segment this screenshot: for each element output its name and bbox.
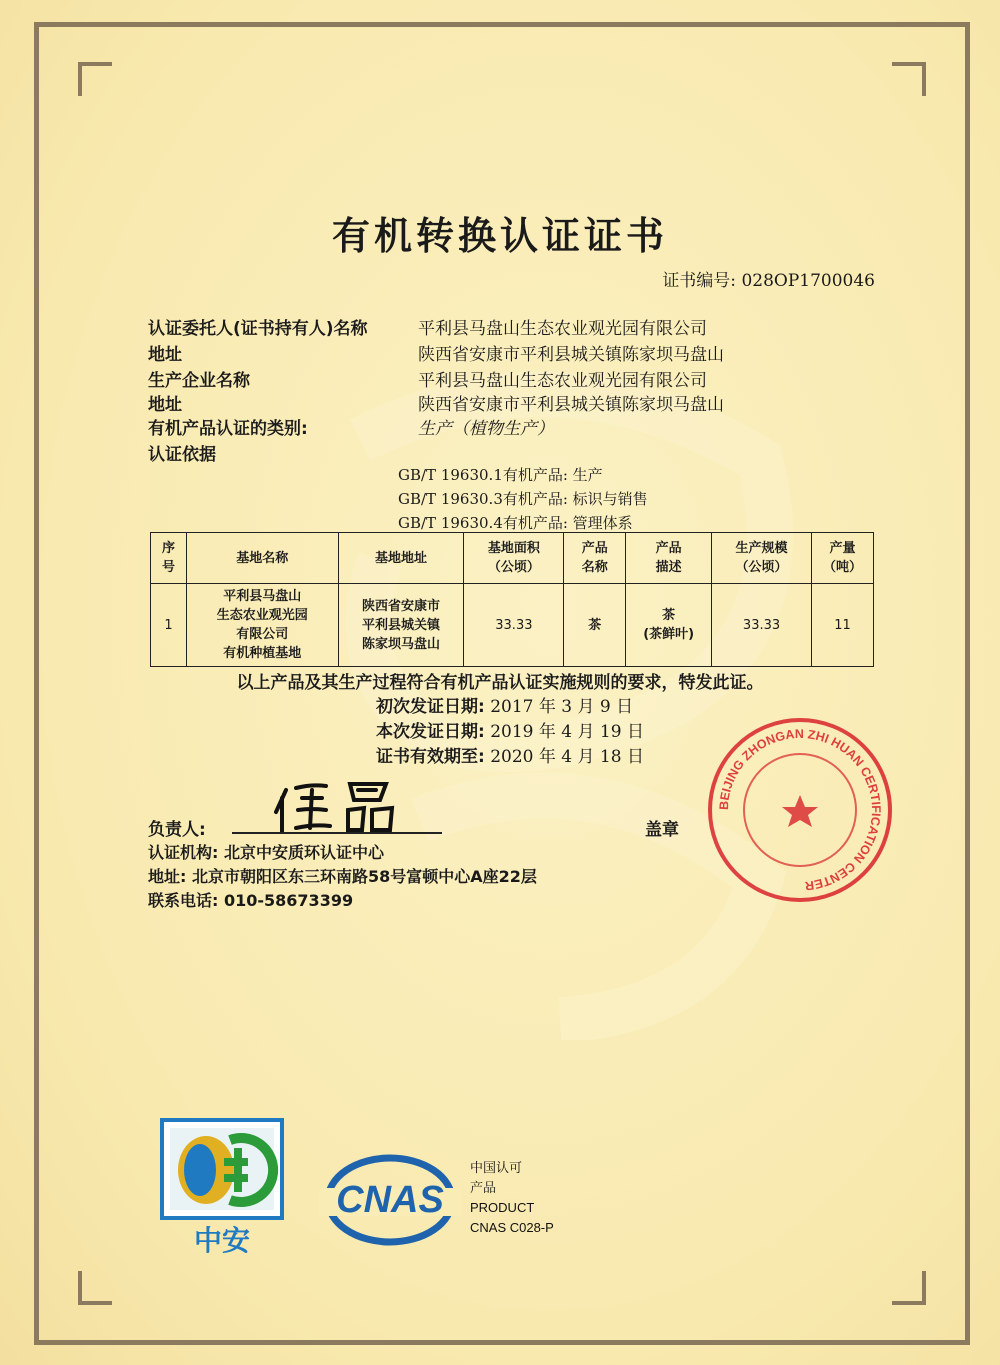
cnas-caption: 中国认可 产品 PRODUCT CNAS C028-P <box>470 1160 554 1235</box>
header-product-name: 产品 名称 <box>564 533 626 584</box>
signature <box>268 770 408 840</box>
header-site-address: 基地地址 <box>338 533 464 584</box>
standard-2: GB/T 19630.3有机产品: 标识与销售 <box>398 490 648 508</box>
issuer-address: 地址: 北京市朝阳区东三环南路58号富顿中心A座22层 <box>148 867 537 886</box>
cell-no: 1 <box>151 584 187 667</box>
cell-product: 茶 <box>564 584 626 667</box>
cell-desc: 茶 (茶鲜叶) <box>626 584 712 667</box>
header-site-name: 基地名称 <box>186 533 338 584</box>
field-label-basis: 认证依据 <box>148 445 216 465</box>
certificate-number-value: 028OP1700046 <box>741 271 875 291</box>
date-current-issue: 本次发证日期: 2019 年 4 月 19 日 <box>376 722 644 742</box>
table-header-row <box>151 533 874 584</box>
field-value-producer-name: 平利县马盘山生态农业观光园有限公司 <box>418 371 707 391</box>
compliance-statement: 以上产品及其生产过程符合有机产品认证实施规则的要求，特发此证。 <box>236 673 764 693</box>
field-value-category: 生产（植物生产） <box>418 419 554 439</box>
svg-text:中安: 中安 <box>193 1224 251 1256</box>
cell-output: 11 <box>811 584 873 667</box>
field-value-holder-name: 平利县马盘山生态农业观光园有限公司 <box>418 319 707 339</box>
responsible-label: 负责人: <box>148 820 206 840</box>
base-table <box>150 532 874 667</box>
header-area: 基地面积 （公顷） <box>464 533 564 584</box>
field-label-holder-address: 地址 <box>148 345 182 365</box>
certificate-number-label: 证书编号: <box>662 271 737 291</box>
header-product-desc: 产品 描述 <box>626 533 712 584</box>
header-scale: 生产规模 （公顷） <box>712 533 812 584</box>
field-label-producer-address: 地址 <box>148 395 182 415</box>
date-first-issue: 初次发证日期: 2017 年 3 月 9 日 <box>376 697 634 717</box>
cell-site-address: 陕西省安康市 平利县城关镇 陈家坝马盘山 <box>338 584 464 667</box>
field-value-holder-address: 陕西省安康市平利县城关镇陈家坝马盘山 <box>418 345 724 365</box>
svg-text:BEIJING ZHONGAN ZHI HUAN CERTI: BEIJING ZHONGAN ZHI HUAN CERTIFICATION CENTER <box>716 726 884 893</box>
cell-site-name: 平利县马盘山 生态农业观光园 有限公司 有机种植基地 <box>186 584 338 667</box>
certificate-number <box>662 266 875 291</box>
cell-scale: 33.33 <box>712 584 812 667</box>
issuer-phone: 联系电话: 010-58673399 <box>148 891 354 910</box>
signature-line <box>232 832 442 834</box>
standard-3: GB/T 19630.4有机产品: 管理体系 <box>398 514 633 532</box>
official-seal-stamp <box>705 715 895 905</box>
field-label-holder-name: 认证委托人(证书持有人)名称 <box>148 319 368 339</box>
date-valid-until: 证书有效期至: 2020 年 4 月 18 日 <box>376 747 644 767</box>
certificate-title: 有机转换认证证书 <box>331 214 668 258</box>
header-no: 序 号 <box>151 533 187 584</box>
header-output: 产量 （吨） <box>811 533 873 584</box>
standard-1: GB/T 19630.1有机产品: 生产 <box>398 466 603 484</box>
issuer-org: 认证机构: 北京中安质环认证中心 <box>148 843 384 862</box>
field-value-producer-address: 陕西省安康市平利县城关镇陈家坝马盘山 <box>418 395 724 415</box>
seal-label: 盖章 <box>645 820 679 840</box>
zhongan-logo <box>160 1118 284 1256</box>
cell-area: 33.33 <box>464 584 564 667</box>
cnas-logo <box>315 1150 465 1250</box>
svg-text:CNAS: CNAS <box>336 1179 444 1221</box>
table-row <box>151 584 874 667</box>
field-label-category: 有机产品认证的类别: <box>148 419 308 439</box>
field-label-producer-name: 生产企业名称 <box>148 371 250 391</box>
